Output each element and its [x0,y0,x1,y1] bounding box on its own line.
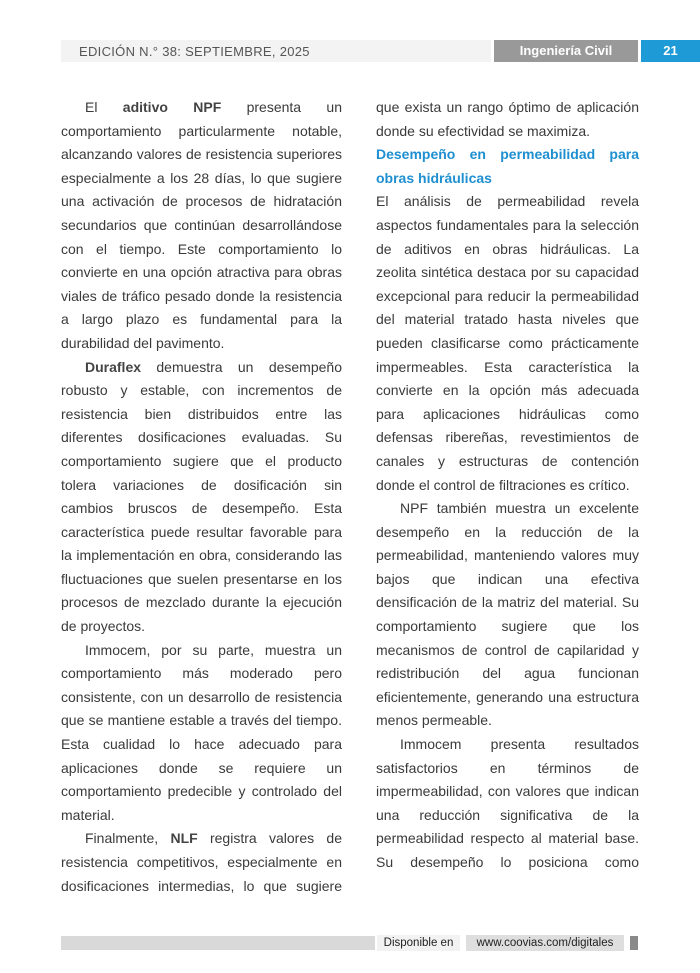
footer-bar [61,936,375,950]
footer-label: Disponible en [377,935,460,951]
text: Finalmente, [85,830,171,847]
bold-term: aditivo NPF [122,99,222,115]
section-label: Ingeniería Civil [494,40,638,62]
left-column [61,96,342,898]
section-heading: Desempeño en permeabilidad para obras hidráulicas [376,146,639,186]
paragraph: que exista un rango óptimo de aplicación donde su efectividad se maximiza. [376,99,639,139]
text: demuestra un desempeño robusto y estable, con incrementos de resistencia bien distribuidos entre las diferentes dosificaciones evaluadas. Su comportamiento sugiere que el producto tolera variaciones de dosificación sin cambios bruscos de desempeño. Esta característica puede resultar favorable para la implementación en obra, considerando las fluctuaciones que suelen presentarse en los procesos de mezclado durante la ejecución de proyectos. [61,358,342,635]
paragraph: El análisis de permeabilidad revela aspectos fundamentales para la selección de aditivos en obras hidráulicas. La zeolita sintética destaca por su capacidad excepcional para reducir la permeabilidad del material tratado hasta niveles que pueden clasificarse como prácticamente impermeables. Esta característica la convierte en la opción más adecuada para aplicaciones hidráulicas como defensas ribereñas, revestimientos de canales y estructuras de contención donde el control de filtraciones es crítico. [376,193,639,493]
paragraph: Immocem presenta resultados satisfactorios en términos de impermeabilidad, con valores que indican una reducción significativa de la permeabilidad respecto al material base. Su desempeño lo posiciona como [376,736,639,870]
paragraph: Immocem, por su parte, muestra un comportamiento más moderado pero consistente, con un desarrollo de resistencia que se mantiene estable a través del tiempo. Esta cualidad lo hace adecuado para aplicaciones donde se requiere un comportamiento predecible y controlado del material. [61,641,342,823]
bold-term: Duraflex [85,358,142,375]
text: presenta un comportamiento particularmente notable, alcanzando valores de resistencia superiores especialmente a los 28 días, lo que sugiere una activación de procesos de hidratación secundarios que continúan desarrollándose con el tiempo. Este comportamiento lo convierte en una opción atractiva para obras viales de tráfico pesado donde la resistencia a largo plazo es fundamental para la durabilidad del pavimento. [61,99,342,351]
text: El [85,99,123,115]
footer-end-block [630,936,638,950]
footer-url-link[interactable]: www.coovias.com/digitales [466,935,624,951]
right-column [376,96,639,875]
page-number: 21 [641,40,700,62]
paragraph [61,356,342,639]
text: registra valores de resistencia competitivos, especialmente en dosificaciones intermedias, lo que sugiere [61,830,342,894]
paragraph [61,96,342,356]
edition-title: EDICIÓN N.° 38: SEPTIEMBRE, 2025 [79,44,310,59]
bold-term: NLF [170,830,198,847]
paragraph [61,827,342,898]
paragraph: NPF también muestra un excelente desempeño en la reducción de la permeabilidad, manteniendo valores muy bajos que indican una efectiva densificación de la matriz del material. Su comportamiento sugiere que los mecanismos de control de capilaridad y redistribución del agua funcionan eficientemente, generando una estructura menos permeable. [376,500,639,729]
